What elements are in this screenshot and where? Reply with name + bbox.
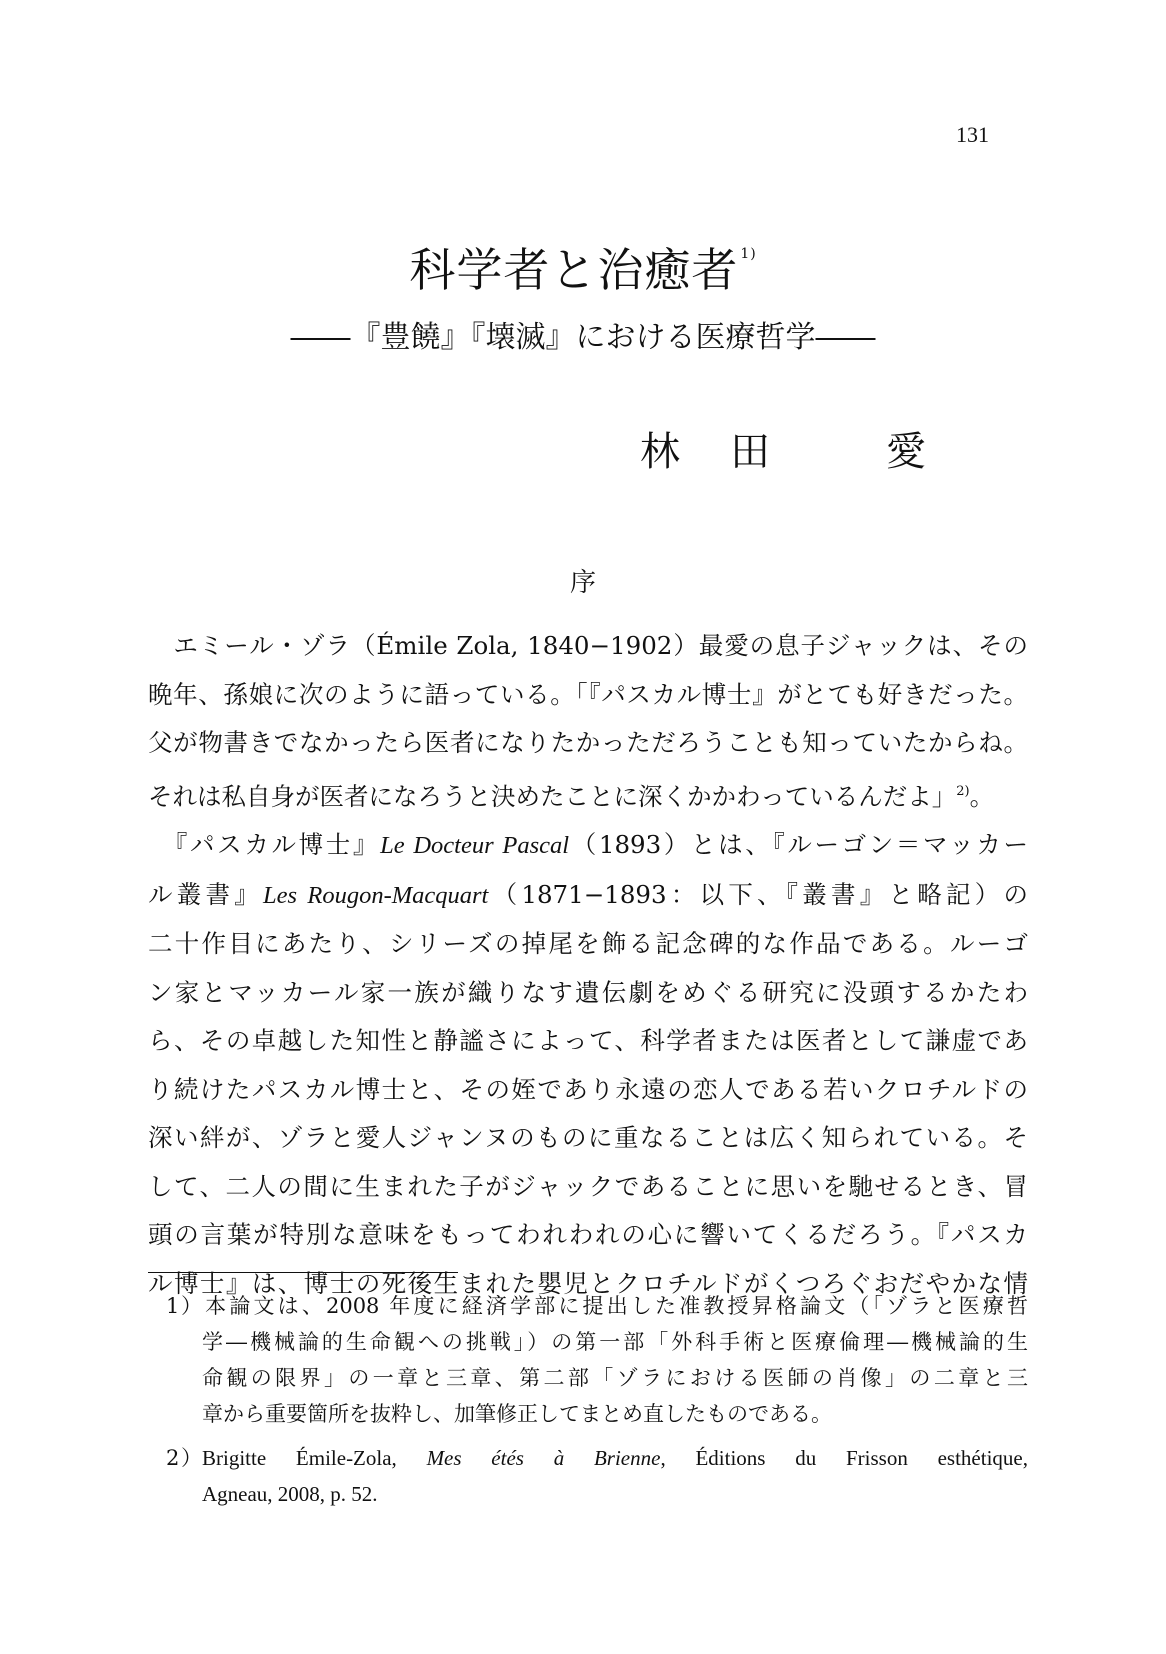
footnote-1	[166, 1288, 1028, 1432]
section-heading: 序	[569, 568, 596, 598]
footnote-line	[166, 1440, 1028, 1476]
text-line: 頭の言葉が特別な意味をもってわれわれの心に響いてくるだろう。『パスカ	[148, 1220, 1028, 1249]
text-line: ン家とマッカール家一族が織りなす遺伝劇をめぐる研究に没頭するかたわ	[148, 977, 1028, 1007]
book-title-italic: Le Docteur Pascal	[380, 832, 570, 859]
title-footnote-ref[interactable]: 1)	[740, 246, 757, 262]
body-text	[148, 622, 1028, 1308]
article-title	[0, 234, 1166, 300]
book-title-italic: Mes étés à Brienne	[426, 1446, 661, 1470]
text-segment: 『パスカル博士』	[148, 830, 381, 859]
text-segment: （1893）とは、『ルーゴン＝マッカー	[569, 830, 1029, 859]
author-char-1: 林	[640, 429, 680, 475]
text-line: ら、その卓越した知性と静謐さによって、科学者または医者として謙虚であ	[148, 1026, 1028, 1055]
footnote-line: 章から重要箇所を抜粋し、加筆修正してまとめ直したものである。	[202, 1402, 832, 1426]
text-segment: 。	[969, 781, 995, 811]
text-line: 父が物書きでなかったら医者になりたかっただろうことも知っていたからね。	[148, 728, 1028, 757]
paragraph-1	[148, 622, 1028, 821]
text-line: 二十作目にあたり、シリーズの掉尾を飾る記念碑的な作品である。ルーゴ	[148, 929, 1028, 958]
footnote-line: Agneau, 2008, p. 52.	[202, 1482, 378, 1506]
text-line: エミール・ゾラ（Émile Zola, 1840−1902）最愛の息子ジャックは、その	[148, 631, 1028, 660]
text-line	[148, 871, 1028, 921]
footnote-label: 1）	[166, 1294, 202, 1318]
footnote-line	[166, 1288, 1028, 1324]
article-subtitle: ――『豊饒』『壊滅』における医療哲学――	[290, 320, 876, 355]
text-segment: それは私自身が医者になろうと決めたことに深くかかわっているんだよ」	[148, 781, 957, 811]
page-number: 131	[956, 122, 989, 147]
text-segment: , Éditions du Frisson esthétique,	[660, 1446, 1028, 1470]
text-line: 深い絆が、ゾラと愛人ジャンヌのものに重なることは広く知られている。そ	[148, 1123, 1028, 1152]
text-line: 晩年、孫娘に次のように語っている。「『パスカル博士』がとても好きだった。	[148, 679, 1028, 709]
footnote-ref-2[interactable]: 2)	[956, 783, 970, 799]
paragraph-2	[148, 821, 1028, 1308]
text-segment: Brigitte Émile-Zola,	[202, 1446, 427, 1470]
footnote-divider	[148, 1272, 458, 1273]
title-text: 科学者と治癒者	[409, 243, 739, 297]
text-line: して、二人の間に生まれた子がジャックであることに思いを馳せるとき、冒	[148, 1171, 1028, 1201]
book-title-italic: Les Rougon-Macquart	[262, 881, 489, 909]
text-segment: ル叢書』	[148, 879, 263, 909]
text-line: ル博士』は、博士の死後生まれた嬰児とクロチルドがくつろぐおだやかな情	[148, 1268, 1028, 1298]
author-char-3: 愛	[886, 429, 926, 475]
author-char-2: 田	[730, 429, 770, 475]
footnote-line: 学―機械論的生命観への挑戦」）の第一部「外科手術と医療倫理―機械論的生	[202, 1330, 1028, 1354]
text-line	[148, 821, 1028, 871]
text-segment: 本論文は、2008 年度に経済学部に提出した准教授昇格論文（「ゾラと医療哲	[202, 1294, 1028, 1318]
text-segment: （1871−1893：以下、『叢書』と略記）の	[488, 879, 1028, 909]
text-line	[148, 768, 1028, 822]
author-name	[0, 420, 1166, 480]
footnote-2	[166, 1440, 1028, 1512]
footnotes	[166, 1288, 1028, 1520]
footnote-label: 2）	[166, 1446, 202, 1470]
text-line: り続けたパスカル博士と、その姪であり永遠の恋人である若いクロチルドの	[148, 1074, 1028, 1104]
footnote-line: 命観の限界」の一章と三章、第二部「ゾラにおける医師の肖像」の二章と三	[202, 1366, 1028, 1390]
